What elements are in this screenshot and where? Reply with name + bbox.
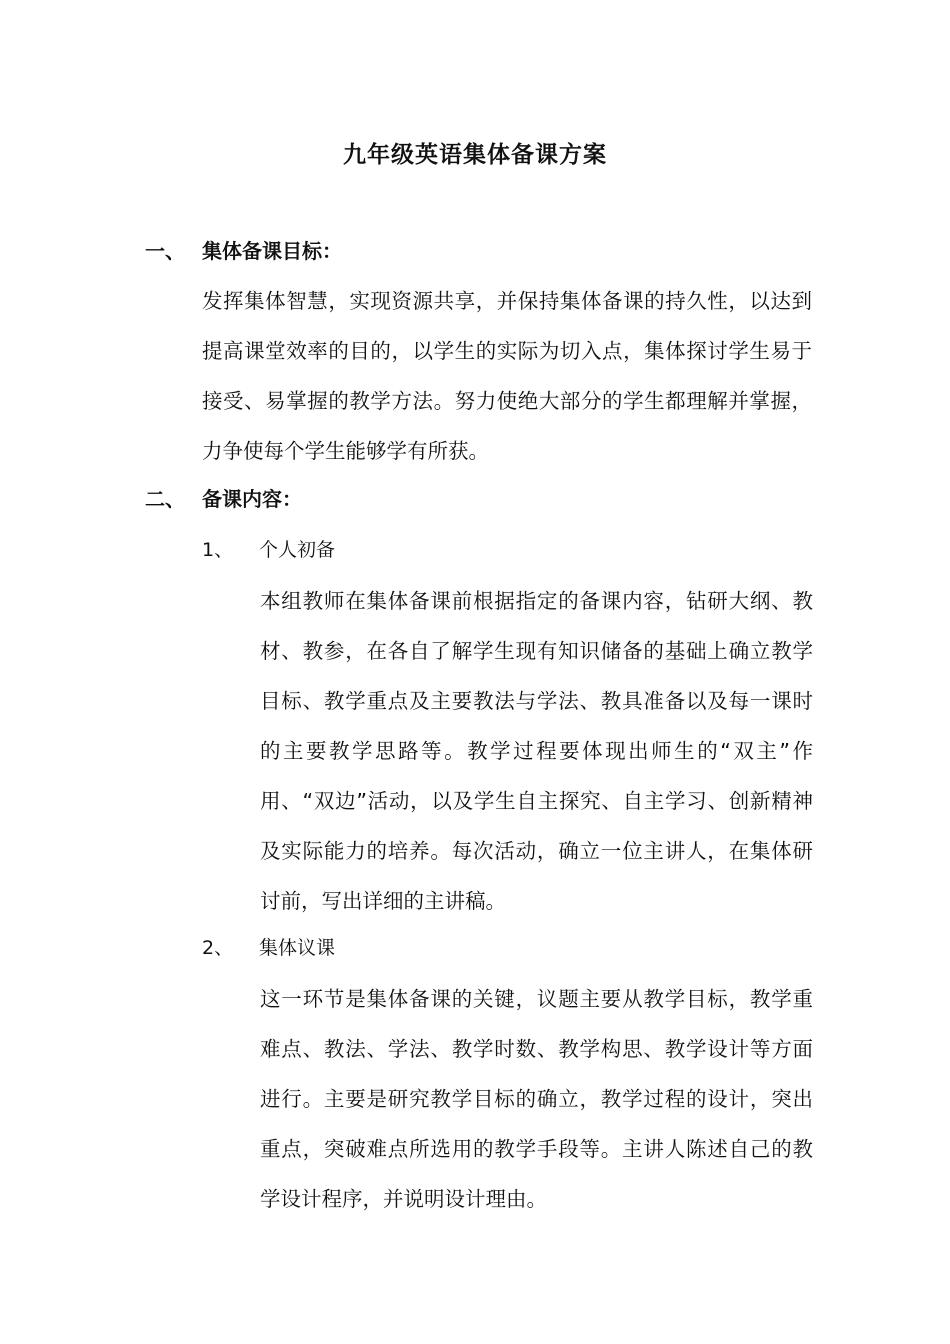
subsection-heading-group-discussion (202, 933, 335, 963)
section-heading-text: 备课内容： (202, 487, 302, 511)
section-body-goals: 发挥集体智慧，实现资源共享，并保持集体备课的持久性，以达到提高课堂效率的目的，以学生的实际为切入点，集体探讨学生易于接受、易掌握的教学方法。努力使绝大部分的学生都理解并掌握，力争使每个学生能够学有所获。 (202, 289, 812, 463)
section-heading-goals (145, 236, 342, 266)
section-heading-text: 集体备课目标： (202, 239, 342, 263)
subsection-title: 集体议课 (259, 937, 336, 959)
document-title: 九年级英语集体备课方案 (343, 142, 607, 168)
section-number: 一、 (145, 239, 185, 263)
subsection-title: 个人初备 (259, 539, 336, 561)
section-number: 二、 (145, 487, 185, 511)
subsection-number: 2、 (202, 937, 234, 959)
section-heading-content (145, 484, 302, 514)
subsection-number: 1、 (202, 539, 234, 561)
subsection-heading-individual-prep (202, 535, 335, 565)
subsection-body-group-discussion: 这一环节是集体备课的关键，议题主要从教学目标，教学重难点、教法、学法、教学时数、教学构思、教学设计等方面进行。主要是研究教学目标的确立，教学过程的设计，突出重点，突破难点所选用的教学手段等。主讲人陈述自己的教学设计程序，并说明设计理由。 (260, 987, 813, 1211)
subsection-body-individual-prep: 本组教师在集体备课前根据指定的备课内容，钻研大纲、教材、教参，在各自了解学生现有知识储备的基础上确立教学目标、教学重点及主要教法与学法、教具准备以及每一课时的主要教学思路等。教学过程要体现出师生的“双主”作用、“双边”活动，以及学生自主探究、自主学习、创新精神及实际能力的培养。每次活动，确立一位主讲人，在集体研讨前，写出详细的主讲稿。 (260, 589, 813, 913)
